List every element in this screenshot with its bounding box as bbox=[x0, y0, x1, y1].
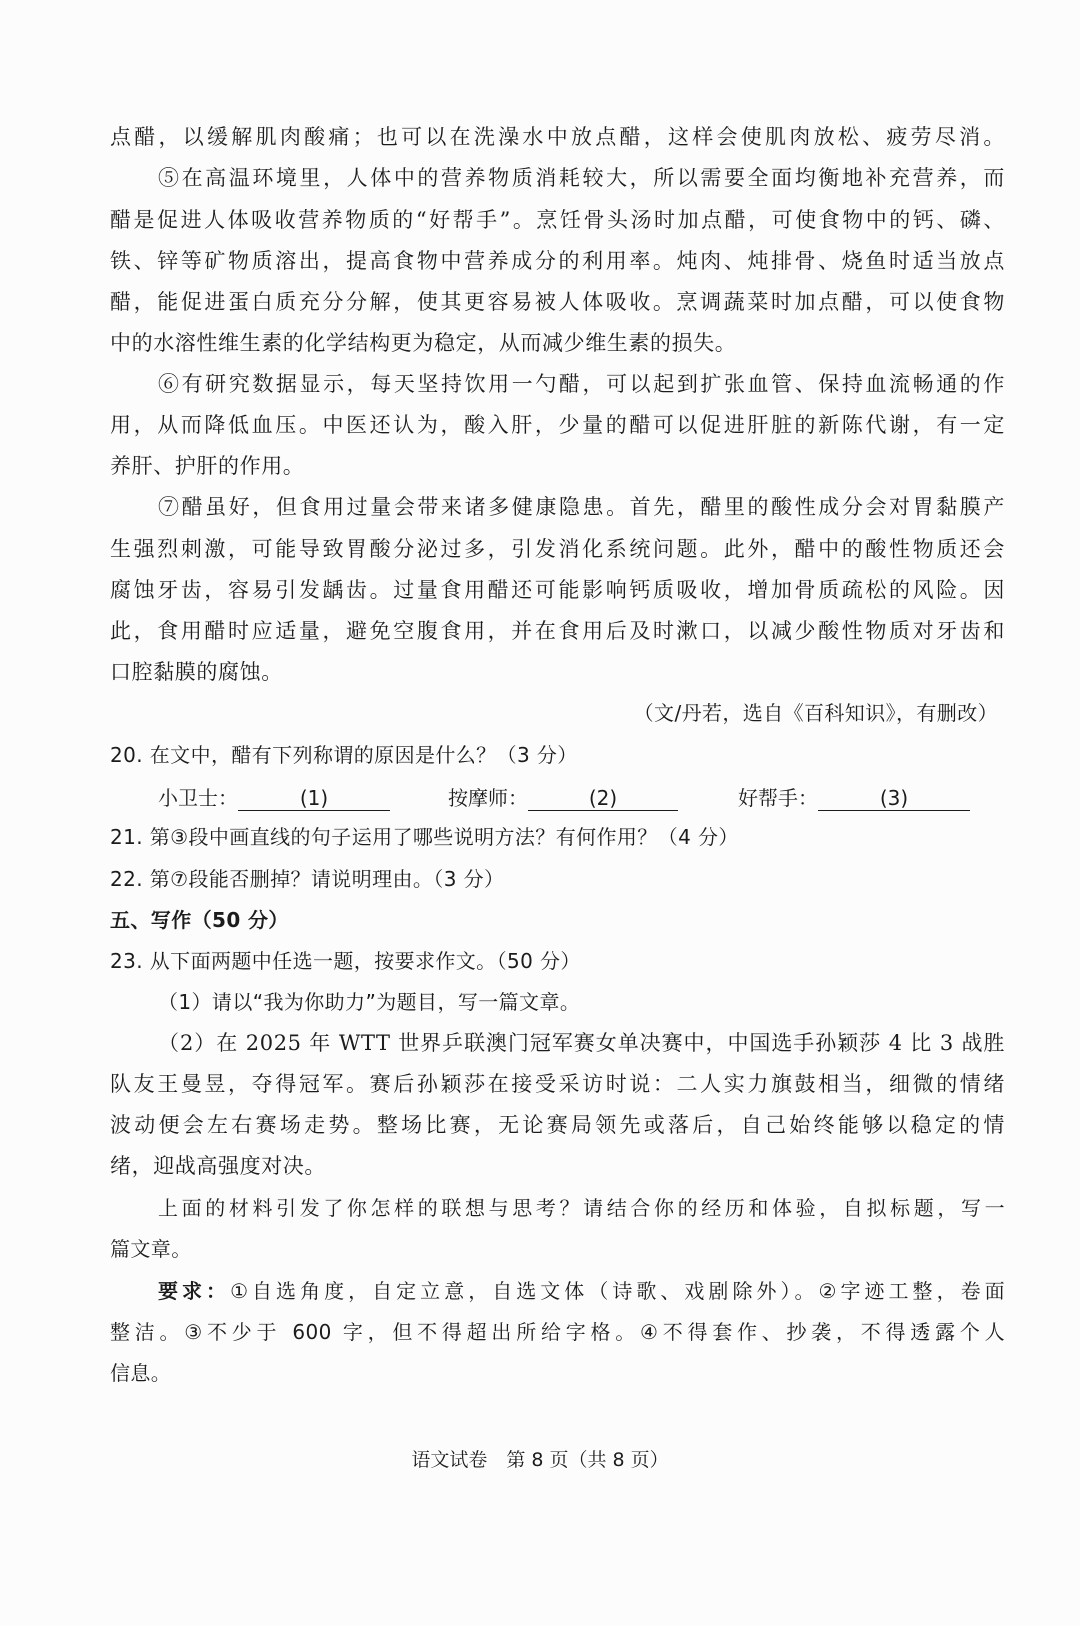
q20-blank-3 bbox=[738, 783, 970, 813]
writing-option-1: （1）请以“我为你助力”为题目，写一篇文章。 bbox=[158, 990, 581, 1014]
section-title-writing: 五、写作（50 分） bbox=[110, 908, 289, 932]
article-line: ⑥有研究数据显示，每天坚持饮用一勺醋，可以起到扩张血管、保持血流畅通的作 bbox=[158, 372, 1005, 396]
article-source: （文/丹若，选自《百科知识》，有删改） bbox=[633, 701, 998, 725]
article-line: 醋，能促进蛋白质充分分解，使其更容易被人体吸收。烹调蔬菜时加点醋，可以使食物 bbox=[110, 290, 1005, 314]
writing-option-2-line: 队友王曼昱，夺得冠军。赛后孙颖莎在接受采访时说：二人实力旗鼓相当，细微的情绪 bbox=[110, 1072, 1005, 1096]
article-line: 中的水溶性维生素的化学结构更为稳定，从而减少维生素的损失。 bbox=[110, 331, 737, 355]
requirements-line: 整洁。③不少于 600 字，但不得超出所给字格。④不得套作、抄袭，不得透露个人 bbox=[110, 1320, 1005, 1344]
question-21: 21. 第③段中画直线的句子运用了哪些说明方法？有何作用？（4 分） bbox=[110, 825, 739, 849]
q20-blank-1 bbox=[158, 783, 390, 813]
article-line: 点醋，以缓解肌肉酸痛；也可以在洗澡水中放点醋，这样会使肌肉放松、疲劳尽消。 bbox=[110, 125, 1005, 149]
article-line: 生强烈刺激，可能导致胃酸分泌过多，引发消化系统问题。此外，醋中的酸性物质还会 bbox=[110, 537, 1005, 561]
blank-label: 小卫士： bbox=[158, 786, 238, 810]
blank-label: 好帮手： bbox=[738, 786, 818, 810]
answer-blank-line[interactable] bbox=[528, 783, 678, 811]
q20-blank-2 bbox=[448, 783, 678, 813]
article-line: 口腔黏膜的腐蚀。 bbox=[110, 660, 283, 684]
writing-prompt-line: 篇文章。 bbox=[110, 1237, 192, 1261]
article-line: 此，食用醋时应适量，避免空腹食用，并在食用后及时漱口，以减少酸性物质对牙齿和 bbox=[110, 619, 1005, 643]
writing-prompt-line: 上面的材料引发了你怎样的联想与思考？请结合你的经历和体验，自拟标题，写一 bbox=[158, 1196, 1005, 1220]
question-20: 20. 在文中，醋有下列称谓的原因是什么？（3 分） bbox=[110, 743, 578, 767]
article-line: 养肝、护肝的作用。 bbox=[110, 454, 305, 478]
article-line: 腐蚀牙齿，容易引发龋齿。过量食用醋还可能影响钙质吸收，增加骨质疏松的风险。因 bbox=[110, 578, 1005, 602]
article-line: ⑦醋虽好，但食用过量会带来诸多健康隐患。首先，醋里的酸性成分会对胃黏膜产 bbox=[158, 495, 1005, 519]
answer-blank-line[interactable] bbox=[818, 783, 970, 811]
writing-option-2-line: 绪，迎战高强度对决。 bbox=[110, 1154, 326, 1178]
answer-blank-line[interactable] bbox=[238, 783, 390, 811]
q20-answer-row bbox=[110, 783, 1005, 813]
requirements-line: ①自选角度，自定立意，自选文体（诗歌、戏剧除外）。②字迹工整，卷面 bbox=[230, 1279, 1006, 1303]
article-line: ⑤在高温环境里，人体中的营养物质消耗较大，所以需要全面均衡地补充营养，而 bbox=[158, 166, 1005, 190]
writing-requirements bbox=[158, 1276, 1005, 1306]
writing-option-2-line: 波动便会左右赛场走势。整场比赛，无论赛局领先或落后，自己始终能够以稳定的情 bbox=[110, 1113, 1005, 1137]
blank-mark: (2) bbox=[588, 786, 618, 810]
article-line: 铁、锌等矿物质溶出，提高食物中营养成分的利用率。炖肉、炖排骨、烧鱼时适当放点 bbox=[110, 249, 1005, 273]
writing-option-2-line: （2）在 2025 年 WTT 世界乒联澳门冠军赛女单决赛中，中国选手孙颖莎 4 比 3 战胜 bbox=[158, 1031, 1005, 1055]
blank-label: 按摩师： bbox=[448, 786, 528, 810]
blank-mark: (3) bbox=[879, 786, 909, 810]
requirements-line: 信息。 bbox=[110, 1361, 172, 1385]
article-line: 用，从而降低血压。中医还认为，酸入肝，少量的醋可以促进肝脏的新陈代谢，有一定 bbox=[110, 413, 1005, 437]
article-line: 醋是促进人体吸收营养物质的“好帮手”。烹饪骨头汤时加点醋，可使食物中的钙、磷、 bbox=[110, 208, 1005, 232]
question-23: 23. 从下面两题中任选一题，按要求作文。（50 分） bbox=[110, 949, 581, 973]
blank-mark: (1) bbox=[299, 786, 329, 810]
requirements-heading: 要求： bbox=[158, 1279, 231, 1303]
question-22: 22. 第⑦段能否删掉？请说明理由。（3 分） bbox=[110, 867, 505, 891]
page-footer: 语文试卷 第 8 页（共 8 页） bbox=[411, 1449, 669, 1471]
